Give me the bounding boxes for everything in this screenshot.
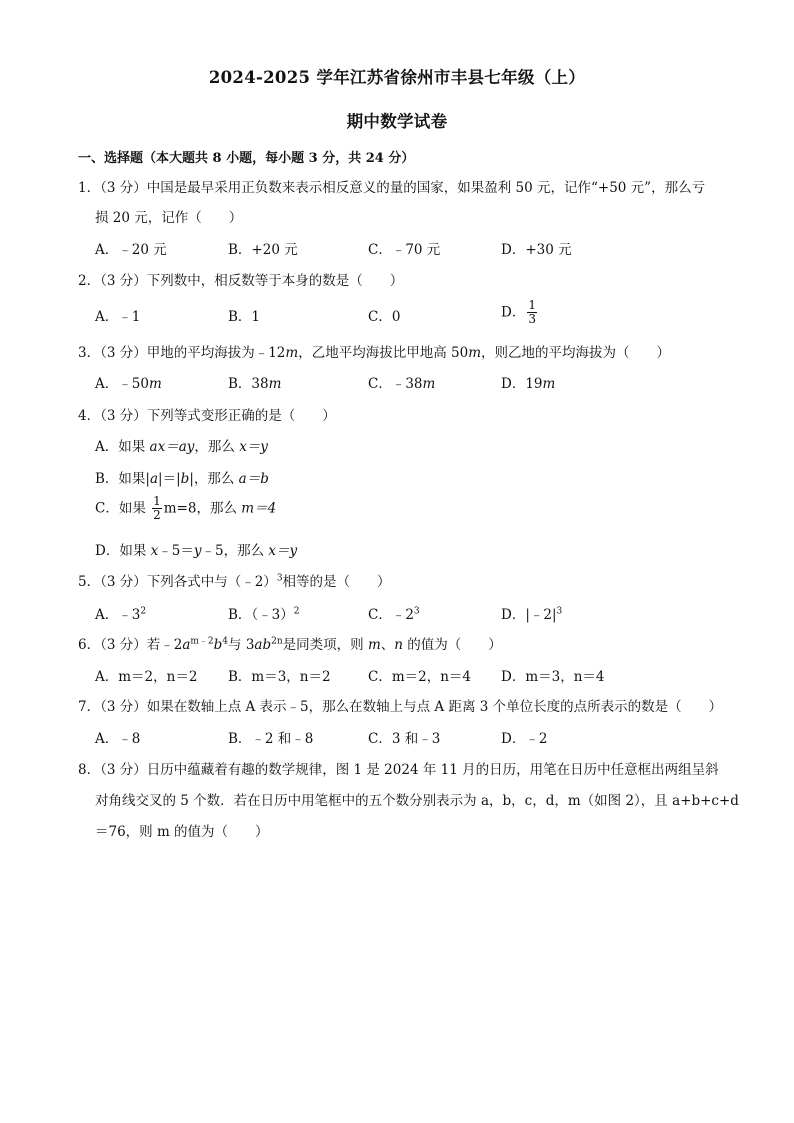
q2-option-b: B．1 [228, 309, 261, 325]
q3-stem-part1: 3．（3 分）甲地的平均海拔为﹣12 [78, 345, 286, 361]
q1-stem-line1: 1．（3 分）中国是最早采用正负数来表示相反意义的量的国家，如果盈利 50 元，记作“+50 元”，那么亏 [78, 180, 706, 196]
q6-var-b2: b [262, 637, 272, 653]
q6-option-a: A．m＝2，n＝2 [95, 669, 198, 685]
q6-var-n: n [394, 637, 403, 653]
q4-d-prefix: D．如果 [95, 543, 151, 559]
q1-option-d: D．+30 元 [501, 242, 572, 258]
q3-stem-part2: ，乙地平均海拔比甲地高 50 [298, 345, 469, 361]
q4-option-b [95, 469, 269, 489]
q4-d-mid1: ﹣5＝ [158, 543, 194, 559]
q4-b-mid: |＝| [158, 471, 181, 487]
q2-option-d [501, 299, 539, 326]
q3-unit-m: m [468, 345, 482, 361]
q5-d-base: D．|﹣2| [501, 607, 557, 623]
q4-d-mid2: ﹣5，那么 [201, 543, 269, 559]
q6-end: 的值为（ ） [402, 637, 502, 653]
q3-option-b-text: B．38 [228, 376, 269, 392]
q3-stem-part3: ，则乙地的平均海拔为（ ） [481, 345, 671, 361]
q4-c-fraction [152, 495, 162, 522]
q3-unit-m: m [542, 376, 556, 392]
q5-a-base: A．﹣3 [95, 607, 141, 623]
exam-title-line1: 2024-2025 学年江苏省徐州市丰县七年级（上） [208, 68, 586, 87]
q5-b-exponent: 2 [293, 606, 300, 617]
q3-stem [78, 343, 670, 363]
q6-option-d: D．m＝3，n＝4 [501, 669, 605, 685]
q5-option-d [501, 605, 562, 625]
q5-stem [78, 572, 391, 592]
q6-exp-4: 4 [222, 636, 229, 647]
q4-d-var-x: x [150, 543, 159, 559]
q6-pre: 6．（3 分）若﹣2 [78, 637, 183, 653]
q7-option-d: D．﹣2 [501, 731, 548, 747]
q3-unit-m: m [268, 376, 282, 392]
q5-a-exponent: 2 [140, 606, 147, 617]
q6-post: 是同类项，则 [282, 637, 368, 653]
q8-stem-line1: 8．（3 分）日历中蕴藏着有趣的数学规律，图 1 是 2024 年 11 月的日历，用笔在日历中任意框出两组呈斜 [78, 762, 719, 778]
q1-option-c: C．﹣70 元 [368, 242, 441, 258]
q4-a-equation1: ax＝ay [149, 439, 195, 455]
q5-option-b [228, 605, 300, 625]
q3-unit-m: m [148, 376, 162, 392]
q3-option-c [368, 374, 435, 394]
q4-a-equation2: x＝y [239, 439, 268, 455]
q3-option-a [95, 374, 162, 394]
q2-stem: 2．（3 分）下列数中，相反数等于本身的数是（ ） [78, 273, 404, 289]
q4-a-mid: ，那么 [194, 439, 240, 455]
q4-b-mid2: |，那么 [189, 471, 239, 487]
q2-option-d-label: D． [501, 304, 526, 321]
q6-exp-2n: 2n [271, 636, 283, 647]
q7-stem: 7．（3 分）如果在数轴上点 A 表示﹣5，那么在数轴上与点 A 距离 3 个单位长度的点所表示的数是（ ） [78, 699, 723, 715]
q8-stem-line3: ＝76，则 m 的值为（ ） [95, 824, 269, 840]
q4-b-var-b: b [180, 471, 190, 487]
q1-option-a: A．﹣20 元 [95, 242, 167, 258]
q8-stem-line2: 对角线交叉的 5 个数．若在日历中用笔框中的五个数分别表示为 a，b，c，d，m（如图 2），且 a+b+c+d [95, 793, 739, 809]
q5-c-exponent: 3 [413, 606, 420, 617]
q6-var-a: a [182, 637, 191, 653]
q5-d-exponent: 3 [556, 606, 563, 617]
q3-option-d-text: D．19 [501, 376, 543, 392]
q2-option-a: A．﹣1 [95, 309, 141, 325]
q7-option-a: A．﹣8 [95, 731, 141, 747]
q6-stem [78, 635, 502, 655]
q6-sep: 、 [380, 637, 395, 653]
q3-option-c-text: C．﹣38 [368, 376, 423, 392]
q5-option-a [95, 605, 146, 625]
q4-b-var-a: a [149, 471, 159, 487]
q4-option-a [95, 437, 268, 457]
q5-stem-part1: 5．（3 分）下列各式中与（﹣2） [78, 574, 277, 590]
q6-var-b: b [213, 637, 223, 653]
q4-d-equation: x＝y [268, 543, 298, 559]
q4-c-mid: m=8，那么 [163, 500, 242, 517]
q3-option-a-text: A．﹣50 [95, 376, 149, 392]
q6-mid: 与 3 [228, 637, 255, 653]
q4-b-equation: a＝b [238, 471, 269, 487]
fraction-numerator: 1 [528, 298, 536, 312]
q4-c-equation: m＝4 [241, 500, 277, 517]
q5-stem-part2: 相等的是（ ） [282, 574, 391, 590]
q4-d-var-y: y [193, 543, 202, 559]
section-heading-choice: 一、选择题（本大题共 8 小题，每小题 3 分，共 24 分） [78, 151, 415, 166]
q6-exp-m-minus-2: m﹣2 [190, 636, 214, 647]
q2-option-d-fraction [527, 299, 537, 326]
q4-option-c [95, 495, 276, 522]
fraction-numerator: 1 [153, 494, 161, 508]
q6-var-a2: a [254, 637, 263, 653]
q7-option-c: C．3 和﹣3 [368, 731, 441, 747]
fraction-denominator: 3 [528, 312, 536, 326]
q1-option-b: B．+20 元 [228, 242, 298, 258]
q4-c-prefix: C．如果 [95, 500, 151, 517]
q4-a-prefix: A．如果 [95, 439, 150, 455]
q6-option-c: C．m＝2，n＝4 [368, 669, 472, 685]
q6-var-m: m [367, 637, 381, 653]
q3-unit-m: m [422, 376, 436, 392]
q3-option-d [501, 374, 555, 394]
q4-option-d [95, 541, 297, 561]
q7-option-b: B．﹣2 和﹣8 [228, 731, 314, 747]
q5-b-base: B．（﹣3） [228, 607, 294, 623]
q4-b-prefix: B．如果| [95, 471, 150, 487]
q5-exponent: 3 [276, 573, 283, 584]
q4-stem: 4．（3 分）下列等式变形正确的是（ ） [78, 408, 336, 424]
q6-option-b: B．m＝3，n＝2 [228, 669, 331, 685]
q3-option-b [228, 374, 281, 394]
q5-option-c [368, 605, 420, 625]
q3-unit-m: m [285, 345, 299, 361]
fraction-denominator: 2 [153, 508, 161, 522]
q2-option-c: C．0 [368, 309, 401, 325]
exam-title-line2: 期中数学试卷 [346, 112, 448, 131]
q1-stem-line2: 损 20 元，记作（ ） [95, 210, 243, 226]
q5-c-base: C．﹣2 [368, 607, 414, 623]
